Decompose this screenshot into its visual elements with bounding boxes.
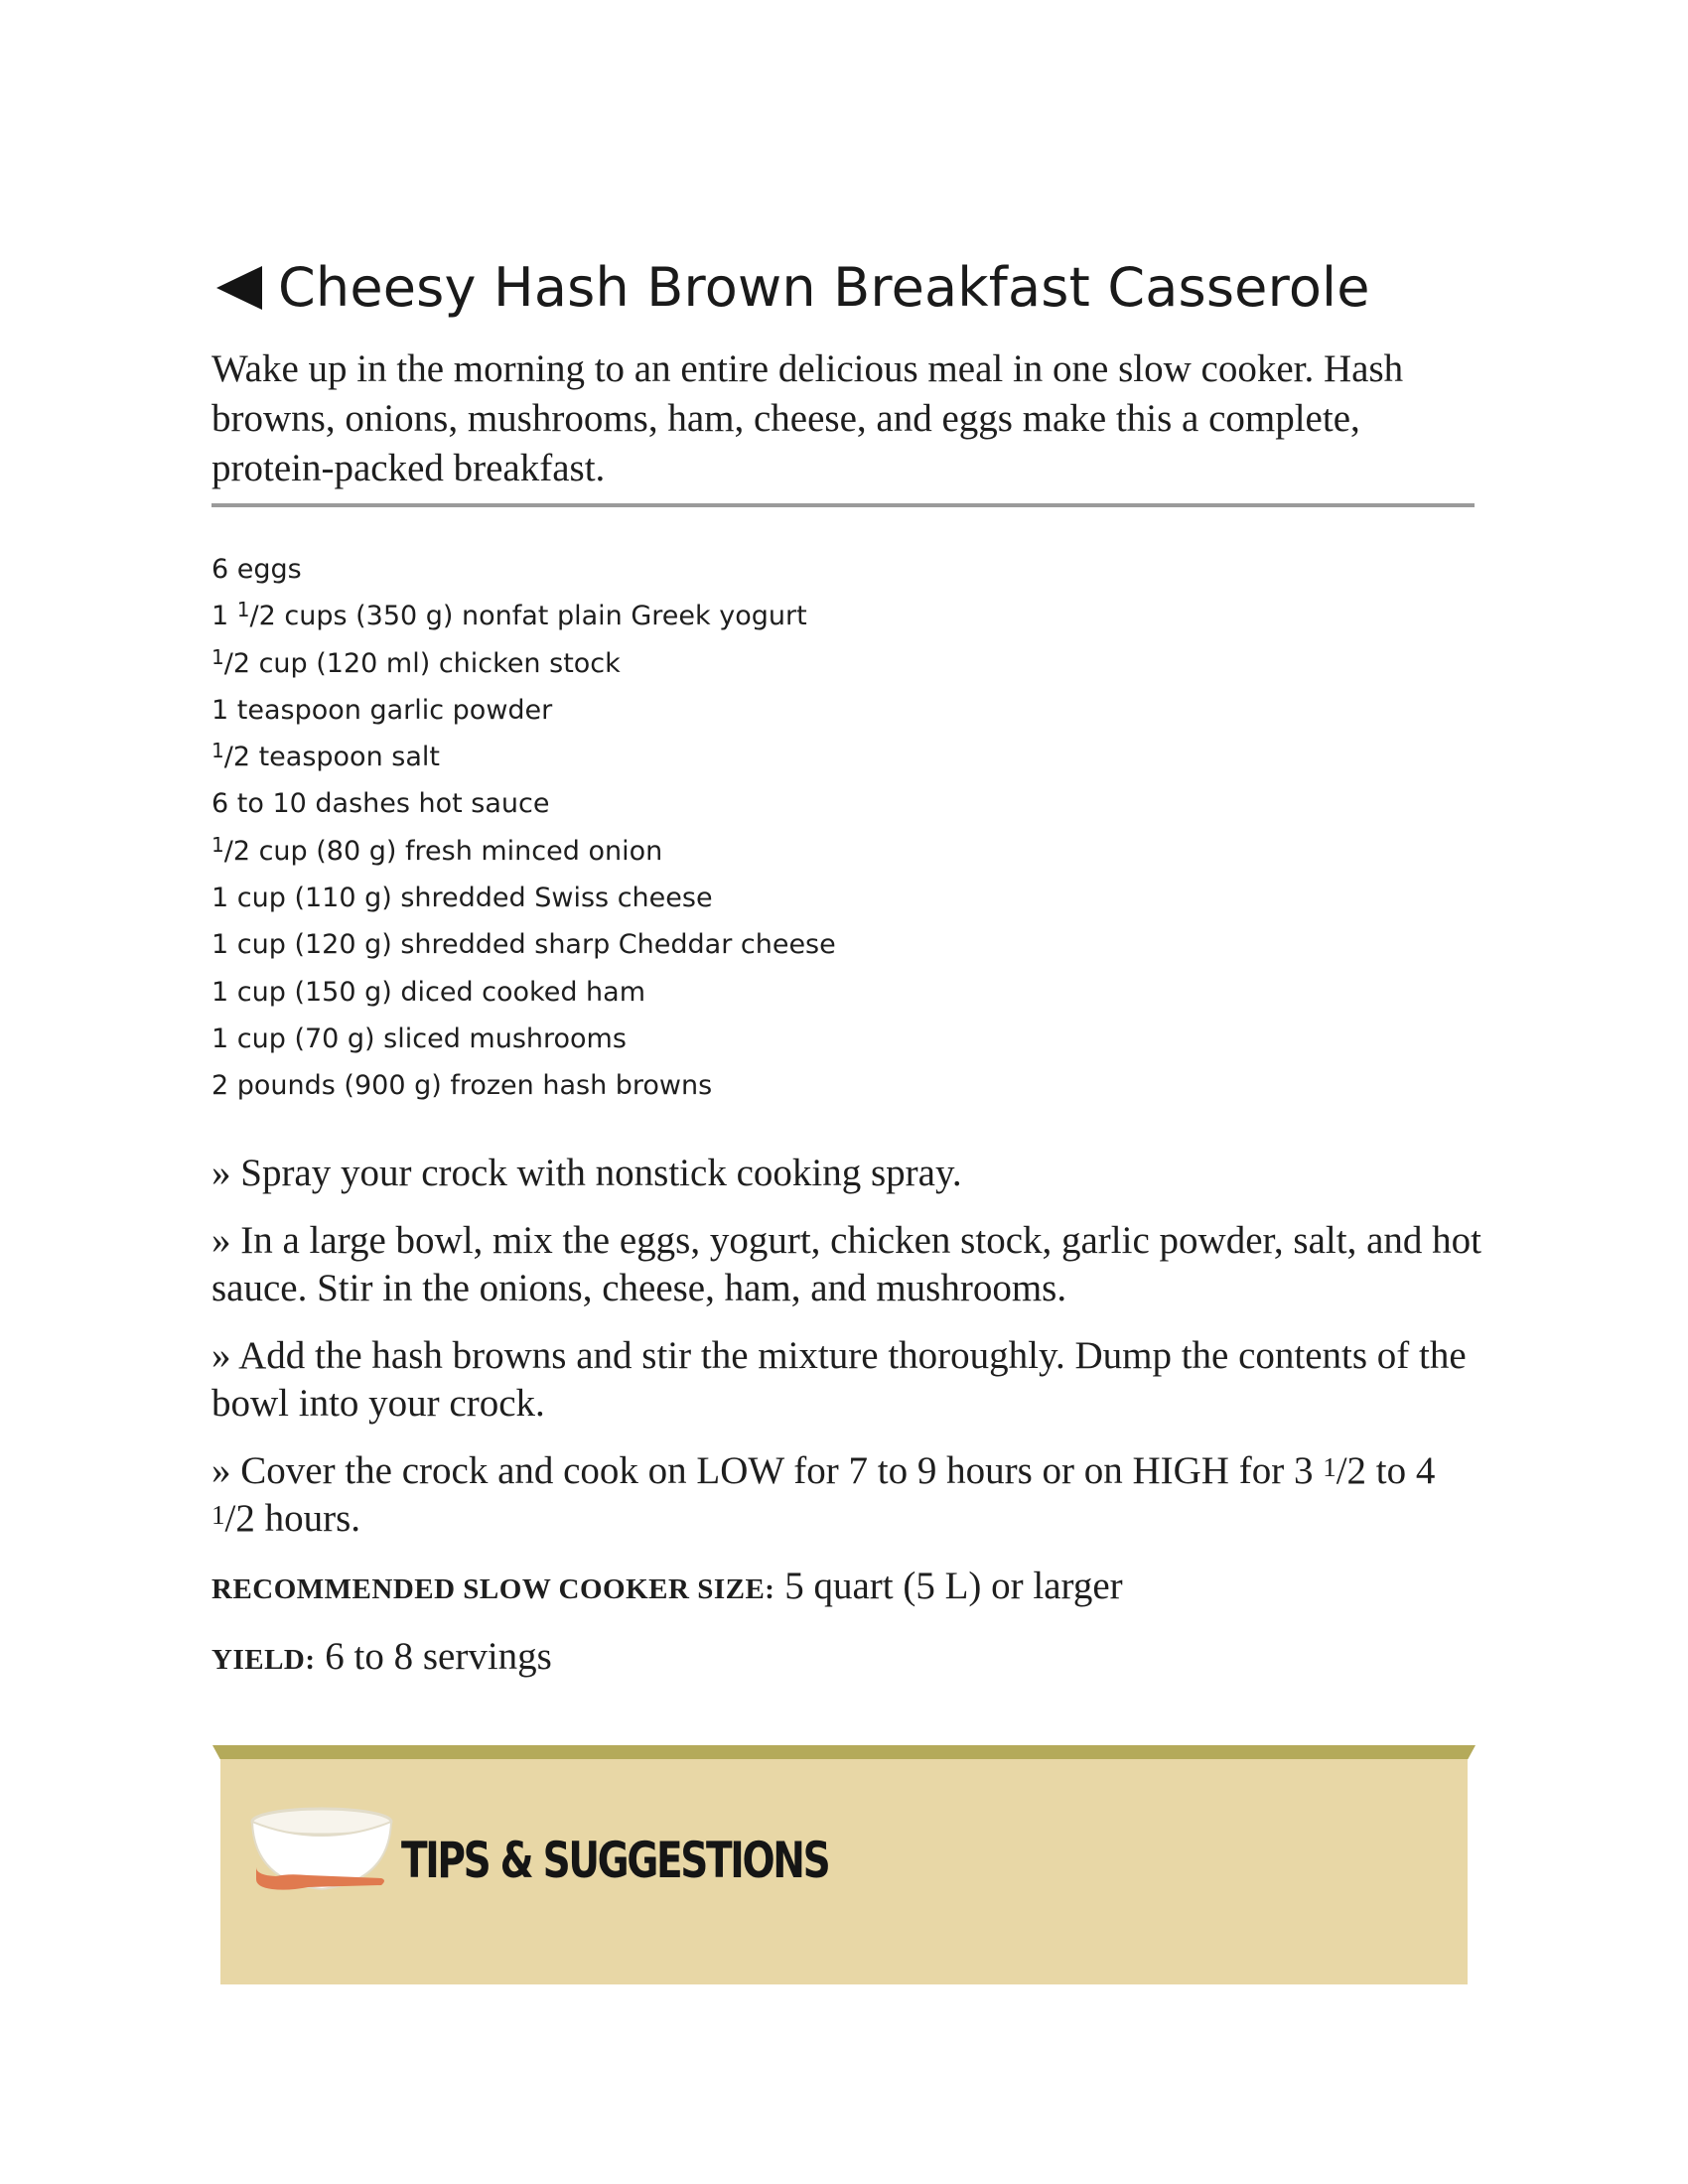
instruction-step-4: » Cover the crock and cook on LOW for 7 to 9 hours or on HIGH for 3 $^1$/2 to 4 $^1$/2 hours. <box>211 1449 1436 1540</box>
ingredient-item: 6 to 10 dashes hot sauce <box>211 788 550 820</box>
bowl-with-spoon-icon <box>248 1802 395 1911</box>
ingredient-item: 1 cup (70 g) sliced mushrooms <box>211 1023 627 1054</box>
tips-heading: TIPS & SUGGESTIONS <box>401 1832 829 1889</box>
ingredient-item: $^1$/2 teaspoon salt <box>211 739 440 773</box>
ingredient-item: 2 pounds (900 g) frozen hash browns <box>211 1070 713 1102</box>
yield <box>211 1633 1482 1684</box>
tips-panel-bar <box>212 1745 1476 1759</box>
ingredient-item: 1 teaspoon garlic powder <box>211 694 553 726</box>
yield-value: 6 to 8 servings <box>315 1635 552 1678</box>
ingredient-item: 1 cup (110 g) shredded Swiss cheese <box>211 883 713 914</box>
ingredient-item: 1 cup (150 g) diced cooked ham <box>211 976 646 1008</box>
ingredient-item: 6 eggs <box>211 554 302 585</box>
recipe-title: Cheesy Hash Brown Breakfast Casserole <box>278 256 1370 319</box>
slow-cooker-size-label: RECOMMENDED SLOW COOKER SIZE: <box>211 1573 775 1605</box>
ingredient-item: 1 cup (120 g) shredded sharp Cheddar cheese <box>211 929 836 961</box>
yield-label: YIELD: <box>211 1644 316 1676</box>
instructions <box>211 1150 1482 1704</box>
slow-cooker-size-value: 5 quart (5 L) or larger <box>774 1565 1123 1607</box>
ingredient-item: $^1$/2 cup (80 g) fresh minced onion <box>211 832 663 867</box>
title-row <box>216 256 1370 319</box>
slow-cooker-size <box>211 1563 1482 1613</box>
instruction-step-1: » Spray your crock with nonstick cooking spray. <box>211 1152 962 1194</box>
instruction-step-2: » In a large bowl, mix the eggs, yogurt, chicken stock, garlic powder, salt, and hot sauce. Stir in the onions, cheese, ham, and mushrooms. <box>211 1219 1481 1309</box>
ingredient-list <box>211 546 836 1110</box>
ingredient-item: 1 $^1$/2 cups (350 g) nonfat plain Greek yogurt <box>211 598 807 632</box>
instruction-step-3: » Add the hash browns and stir the mixture thoroughly. Dump the contents of the bowl into your crock. <box>211 1334 1467 1425</box>
recipe-intro: Wake up in the morning to an entire delicious meal in one slow cooker. Hash browns, onions, mushrooms, ham, cheese, and eggs make this a complete, protein-packed breakfast. <box>211 347 1404 489</box>
back-arrow-icon[interactable] <box>216 266 262 310</box>
divider <box>211 503 1475 507</box>
ingredient-item: $^1$/2 cup (120 ml) chicken stock <box>211 644 621 679</box>
